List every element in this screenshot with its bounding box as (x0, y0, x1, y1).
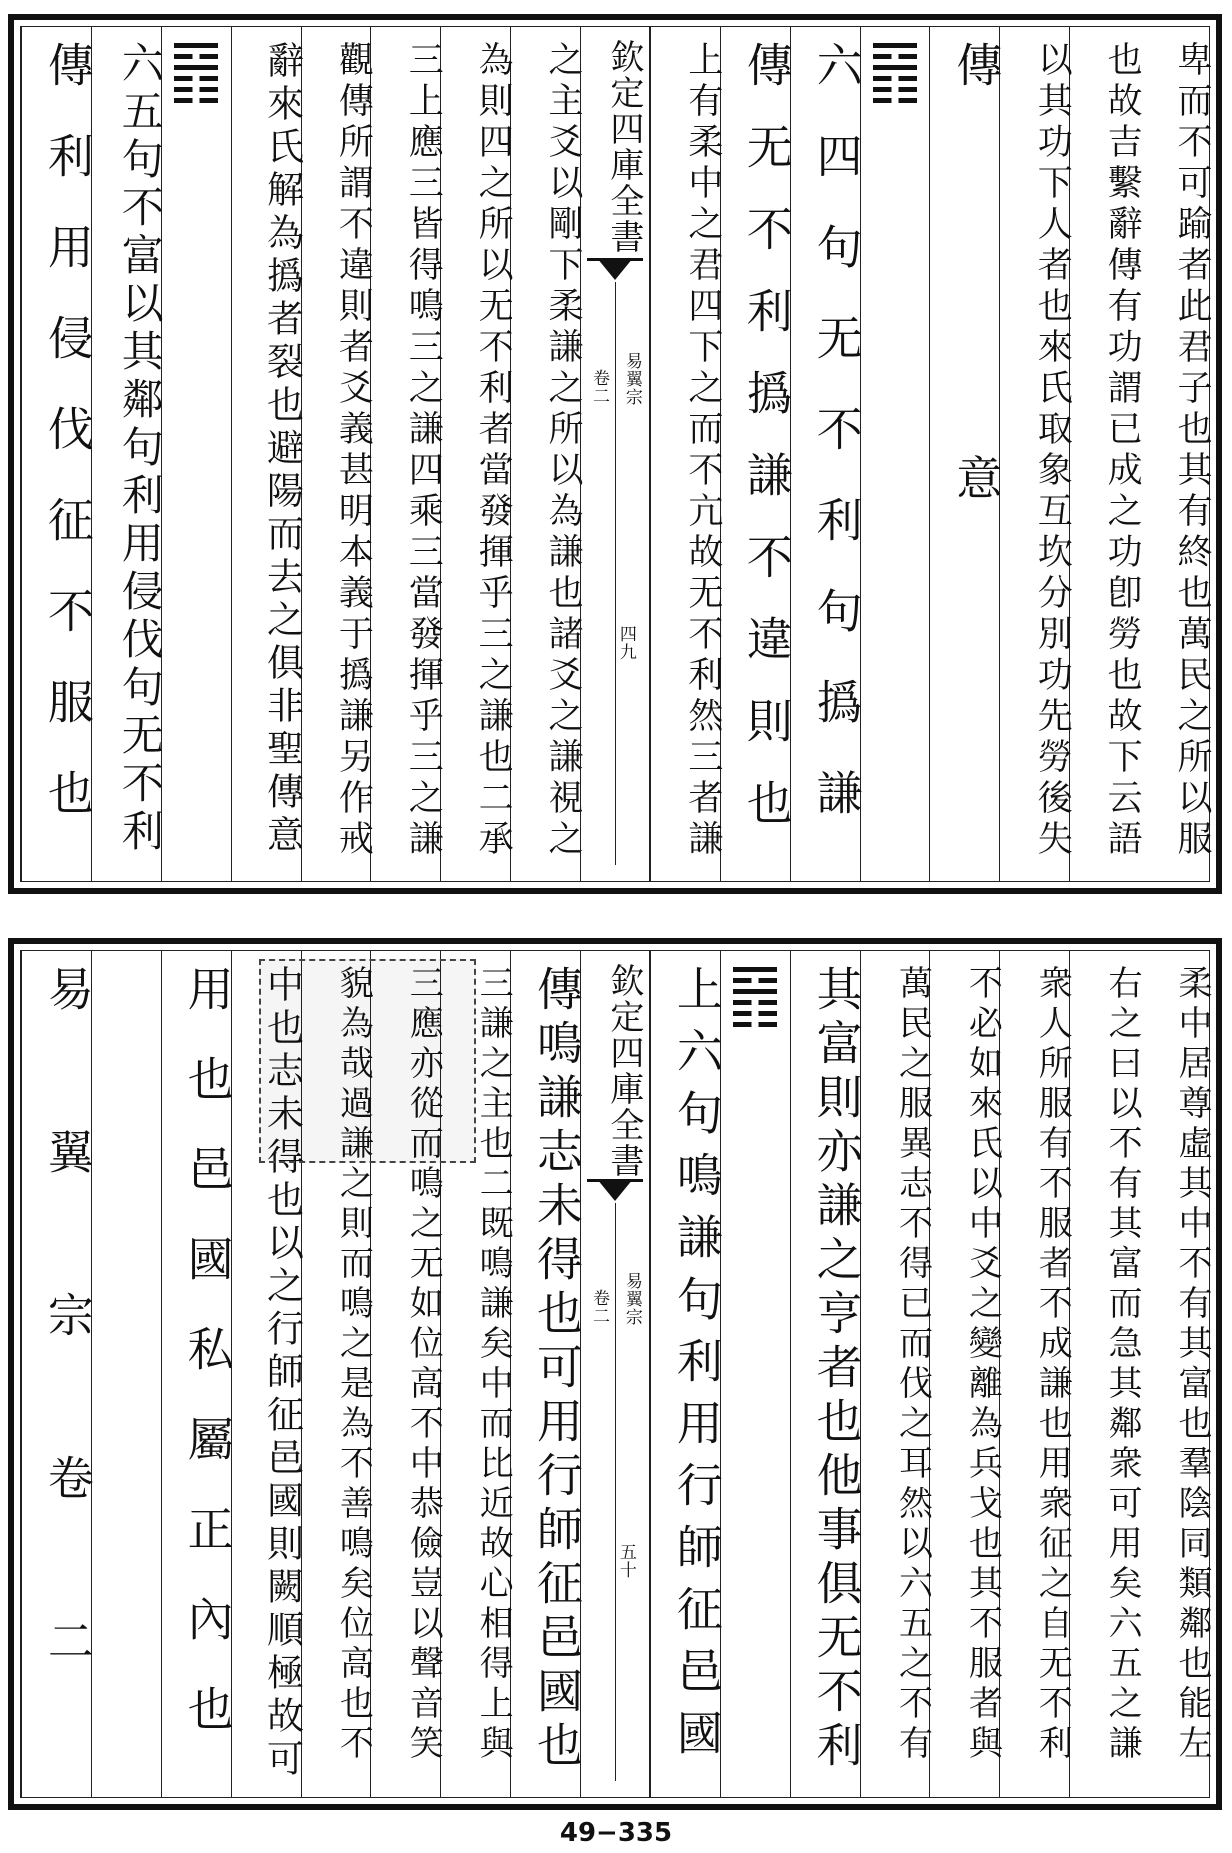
top-page (8, 14, 1222, 894)
text-column: 右之曰以不有其富而急其鄰衆可用矣六五之謙 (1102, 965, 1143, 1765)
bottom-page-column (720, 951, 790, 1797)
center-title: 欽定四庫全書 (603, 963, 644, 1179)
top-page-column (790, 27, 864, 881)
bottom-page-column (650, 951, 724, 1797)
bottom-page-column (1069, 951, 1143, 1797)
top-page-column (929, 27, 1004, 881)
text-column: 傳鳴謙志未得也可用行師征邑國也 (530, 965, 585, 1775)
bottom-page-column (860, 951, 933, 1797)
center-title: 欽定四庫全書 (603, 39, 644, 255)
bottom-page-column (91, 951, 161, 1797)
text-column: 為則四之所以无不利者當發揮乎三之謙也二承 (473, 41, 514, 861)
center-page-number: 五十 (615, 1543, 636, 1580)
text-column: 三謙之主也二既鳴謙矣中而比近故心相得上與 (473, 965, 514, 1765)
bottom-page-column (21, 951, 95, 1797)
text-column: 上六句鳴謙句利用行師征邑國 (669, 965, 724, 1771)
top-page-column (510, 27, 584, 881)
top-page-column (860, 27, 930, 881)
top-page-column (1069, 27, 1143, 881)
text-column: 上有柔中之君四下之而不亢故无不利然三者謙 (682, 41, 723, 861)
top-page-column (161, 27, 231, 881)
top-page-column (231, 27, 304, 881)
top-page-column (1139, 27, 1212, 881)
text-column: 三上應三皆得鳴三之謙四乘三當發揮乎三之謙 (403, 41, 444, 861)
text-column: 萬民之服異志不得已而伐之耳然以六五之不有 (892, 965, 933, 1765)
bottom-page-frame (20, 950, 1210, 1798)
center-volume: 卷二 (589, 1289, 610, 1326)
center-rule (615, 1203, 617, 1781)
center-book-name: 易翼宗 (621, 1272, 642, 1327)
bottom-page-column (790, 951, 864, 1797)
hexagram-icon (174, 43, 218, 109)
bottom-page-column (510, 951, 585, 1797)
text-column: 不必如來氏以中爻之變離為兵戈也其不服者與 (962, 965, 1003, 1765)
text-column: 傳意 (949, 41, 1004, 867)
bottom-page-column (1139, 951, 1212, 1797)
top-page-column (91, 27, 165, 881)
text-column: 易翼宗卷二 (40, 965, 95, 1780)
top-page-column (440, 27, 514, 881)
center-rule (615, 282, 617, 865)
center-book-name: 易翼宗 (621, 351, 642, 406)
text-column: 六五句不富以其鄰句利用侵伐句无不利 (115, 41, 165, 857)
text-column: 用也邑國私屬正內也 (180, 965, 235, 1775)
text-column: 六四句无不利句撝謙 (809, 41, 864, 860)
text-column: 卑而不可踰者此君子也其有終也萬民之所以服 (1171, 41, 1212, 861)
top-page-frame (20, 26, 1210, 882)
text-column: 三應亦從而鳴之无如位高不中恭儉豈以聲音笑 (403, 965, 444, 1765)
center-volume: 卷二 (589, 368, 610, 405)
page-footer-number: 49−335 (559, 1818, 673, 1848)
bottom-page-column (161, 951, 235, 1797)
text-column: 觀傳所謂不違則者爻義甚明本義于撝謙另作戒 (333, 41, 374, 861)
top-page-column (999, 27, 1073, 881)
top-page-column (650, 27, 723, 881)
center-fold-strip (580, 951, 650, 1797)
text-column: 貌為哉過謙之則而鳴之是為不善鳴矣位高也不 (333, 965, 374, 1765)
text-column: 也故吉繫辭傳有功謂已成之功卽勞也故下云語 (1102, 41, 1143, 861)
bottom-page (8, 938, 1222, 1810)
text-column: 柔中居尊虛其中不有其富也羣陰同類鄰也能左 (1171, 965, 1212, 1765)
hexagram-icon (873, 43, 917, 109)
bottom-page-column (929, 951, 1003, 1797)
hexagram-icon (733, 967, 777, 1033)
center-fold-strip (580, 27, 650, 881)
text-column: 傳利用侵伐征不服也 (40, 41, 95, 860)
text-column: 以其功下人者也來氏取象互坎分別功先勞後失 (1032, 41, 1073, 861)
text-column: 中也志未得也以之行師征邑國則闕順極故可 (260, 965, 304, 1782)
text-column: 辭來氏解為撝者裂也避陽而去之俱非聖傳意 (260, 41, 304, 858)
top-page-column (21, 27, 95, 881)
text-column: 其富則亦謙之亨者也他事俱无不利 (809, 965, 864, 1775)
center-page-number: 四九 (615, 624, 636, 661)
text-column: 之主爻以剛下柔謙之所以為謙也諸爻之謙視之 (543, 41, 584, 861)
text-column: 傳无不利撝謙不違則也 (739, 41, 794, 861)
text-column: 衆人所服有不服者不成謙也用衆征之自无不利 (1032, 965, 1073, 1765)
bottom-page-column (999, 951, 1073, 1797)
library-seal-stamp (259, 959, 477, 1163)
top-page-column (301, 27, 374, 881)
top-page-column (370, 27, 444, 881)
top-page-column (720, 27, 794, 881)
